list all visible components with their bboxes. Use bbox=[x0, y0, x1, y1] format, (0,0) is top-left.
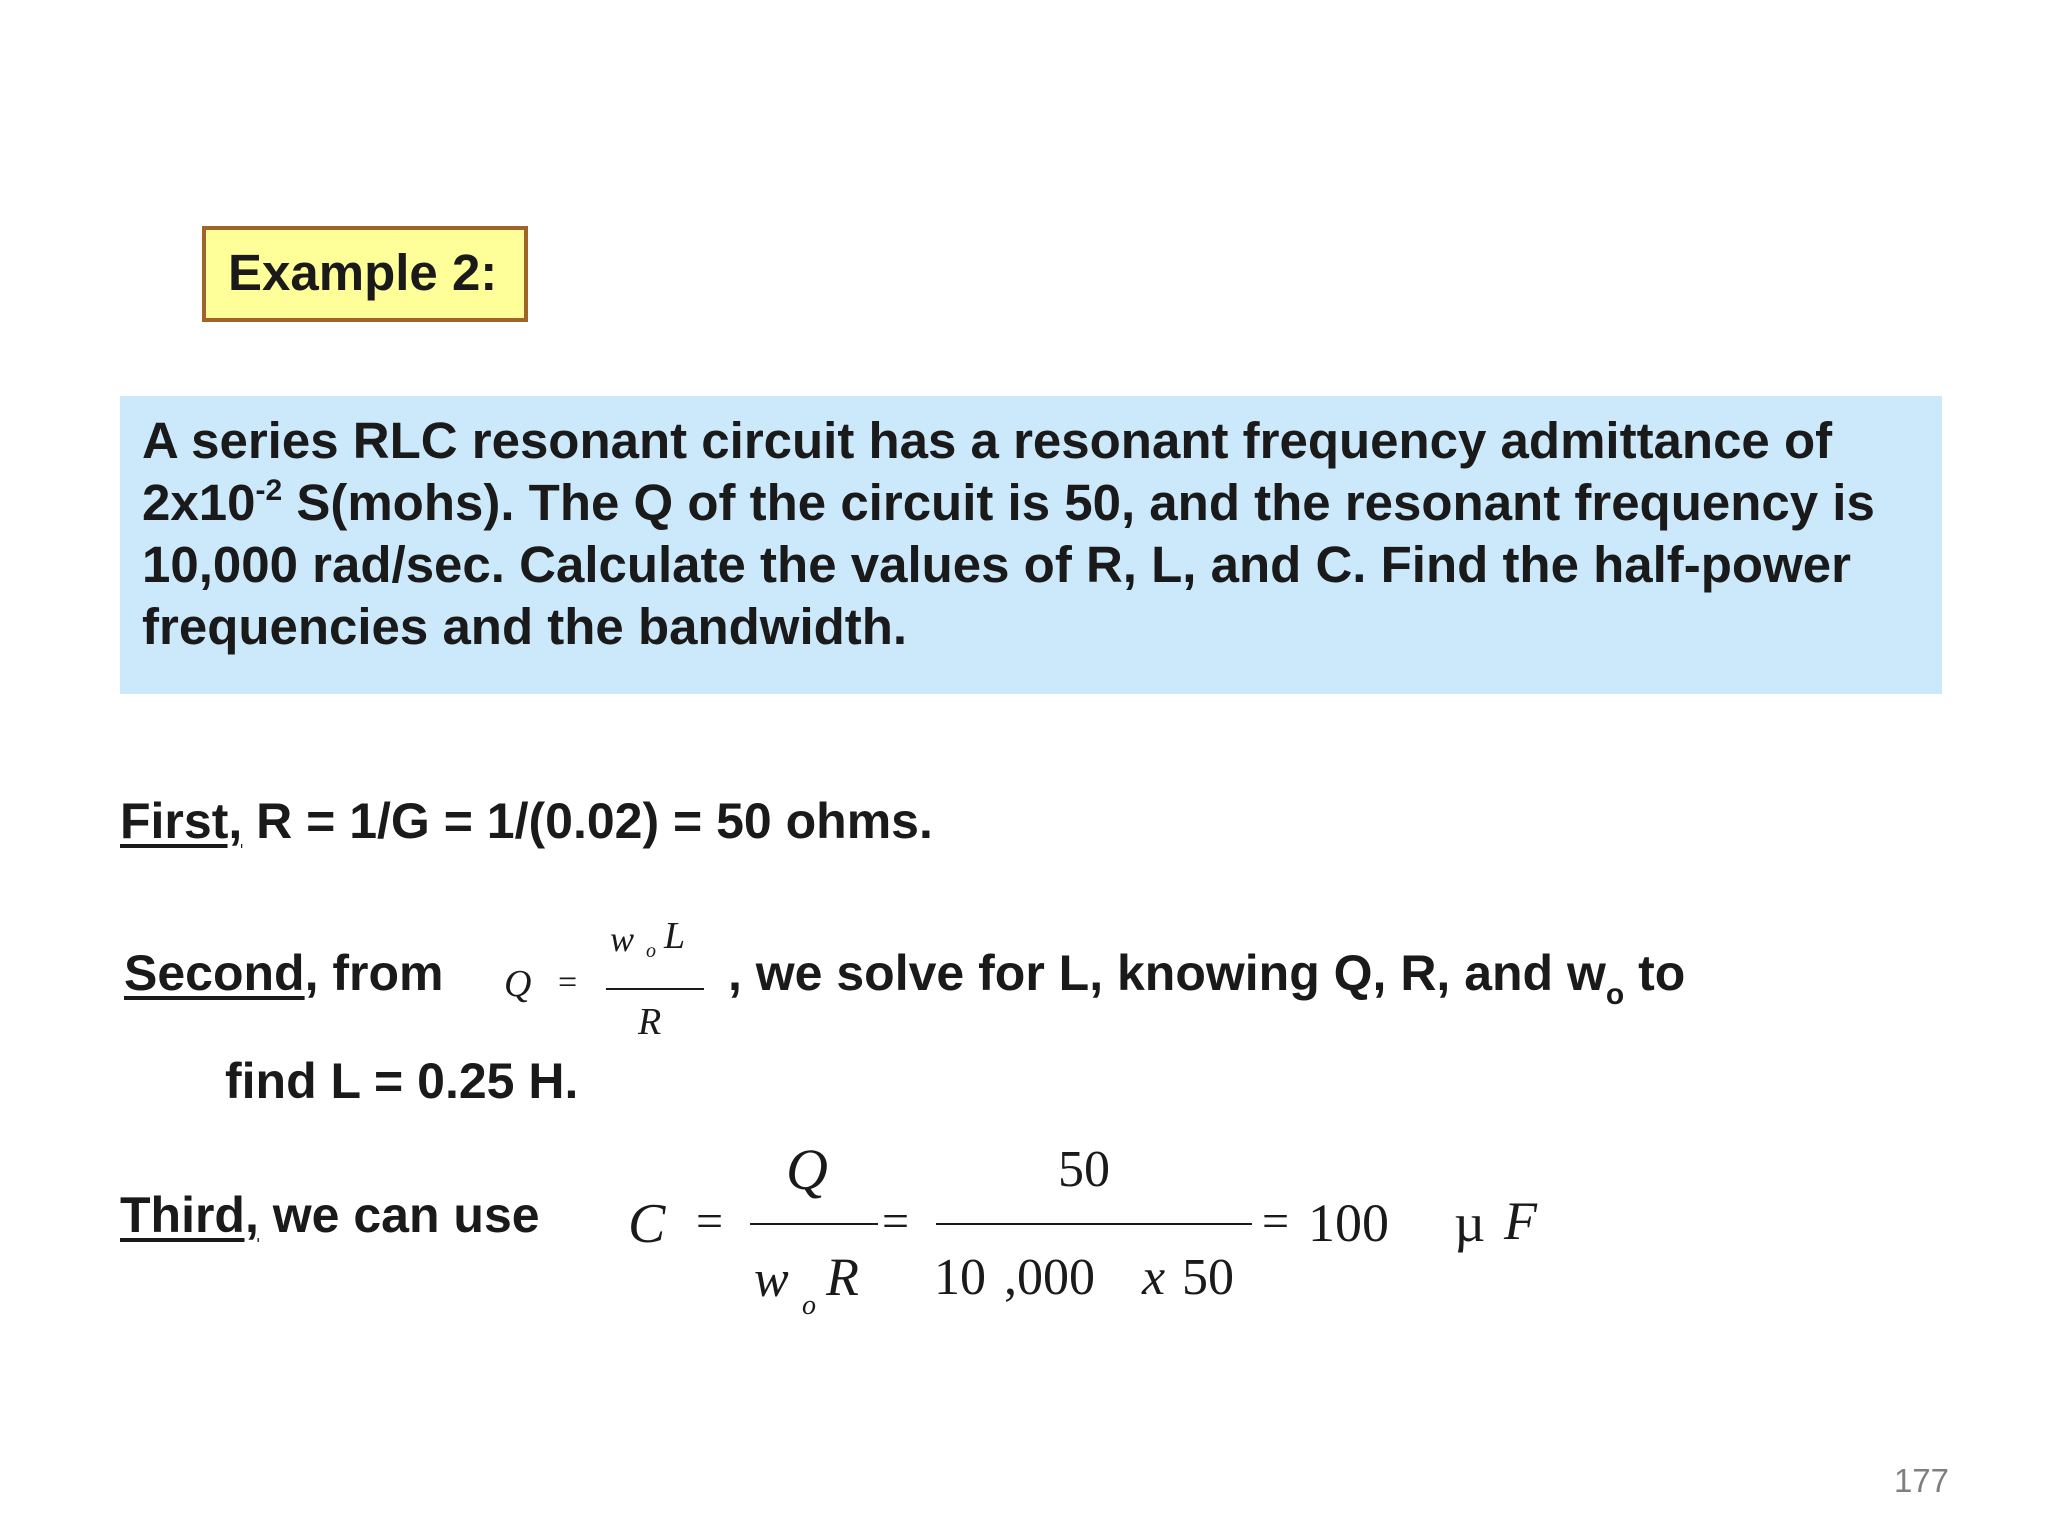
q-formula bbox=[500, 915, 720, 1058]
second-result: find L = 0.25 H. bbox=[225, 1053, 579, 1109]
problem-line-2-a: 2x10 bbox=[142, 474, 256, 531]
c-formula-eq3: = bbox=[1262, 1195, 1290, 1248]
problem-line-2-b: S(mohs). The Q of the circuit is 50, and the resonant frequency is bbox=[282, 474, 1875, 531]
q-formula-lhs: Q bbox=[504, 963, 532, 1005]
third-text: we can use bbox=[258, 1187, 540, 1243]
q-formula-num-l: L bbox=[664, 915, 686, 957]
second-label: Second bbox=[124, 945, 305, 1001]
problem-line-1: A series RLC resonant circuit has a resonant frequency admittance of bbox=[142, 412, 1833, 469]
c-formula-den2-b: ,000 bbox=[1004, 1249, 1095, 1306]
c-formula-num2: 50 bbox=[1058, 1141, 1110, 1198]
first-label: First, bbox=[120, 793, 243, 849]
first-step bbox=[120, 792, 933, 850]
c-formula-bar-2 bbox=[936, 1223, 1252, 1225]
c-formula-eq2: = bbox=[882, 1195, 910, 1248]
c-formula bbox=[620, 1137, 1570, 1340]
page-number: 177 bbox=[1893, 1462, 1949, 1499]
c-formula-unit-f: F bbox=[1504, 1191, 1537, 1251]
second-rest-a: , we solve for L, knowing Q, R, and w bbox=[728, 945, 1606, 1001]
c-formula-eq: = bbox=[696, 1195, 724, 1248]
second-rest-b: to bbox=[1624, 945, 1686, 1001]
example-label-box bbox=[202, 226, 528, 322]
c-formula-bar-1 bbox=[750, 1223, 878, 1225]
c-formula-num1: Q bbox=[786, 1137, 828, 1202]
q-formula-eq: = bbox=[558, 964, 578, 1001]
q-formula-num-sub: o bbox=[646, 940, 656, 962]
c-formula-den1-sub: o bbox=[802, 1290, 816, 1321]
problem-line-3: 10,000 rad/sec. Calculate the values of R, L, and C. Find the half-power bbox=[142, 536, 1851, 593]
third-label: Third, bbox=[120, 1187, 259, 1243]
problem-statement bbox=[120, 396, 1942, 694]
q-formula-fraction-bar bbox=[606, 988, 704, 990]
second-text: , from bbox=[304, 945, 444, 1001]
first-text: R = 1/G = 1/(0.02) = 50 ohms. bbox=[242, 793, 933, 849]
c-formula-lhs: C bbox=[628, 1193, 666, 1255]
q-formula-den: R bbox=[638, 1001, 662, 1043]
c-formula-result: 100 bbox=[1308, 1193, 1389, 1253]
q-formula-num-w: w bbox=[610, 919, 635, 959]
problem-line-4: frequencies and the bandwidth. bbox=[142, 598, 908, 655]
c-formula-den1-w: w bbox=[754, 1251, 789, 1308]
second-rest-sub: o bbox=[1605, 978, 1625, 1011]
problem-line-2 bbox=[142, 472, 1924, 534]
c-formula-den2-x: x bbox=[1142, 1249, 1166, 1306]
c-formula-den2-a: 10 bbox=[934, 1249, 986, 1306]
example-label: Example 2: bbox=[228, 244, 498, 301]
c-formula-den1-r: R bbox=[826, 1247, 859, 1307]
c-formula-den2-c: 50 bbox=[1182, 1249, 1234, 1306]
third-step bbox=[120, 1186, 540, 1244]
second-step bbox=[124, 944, 444, 1002]
c-formula-unit-mu: µ bbox=[1454, 1193, 1486, 1253]
second-rest bbox=[728, 944, 1685, 1012]
problem-exponent: -2 bbox=[255, 474, 283, 507]
